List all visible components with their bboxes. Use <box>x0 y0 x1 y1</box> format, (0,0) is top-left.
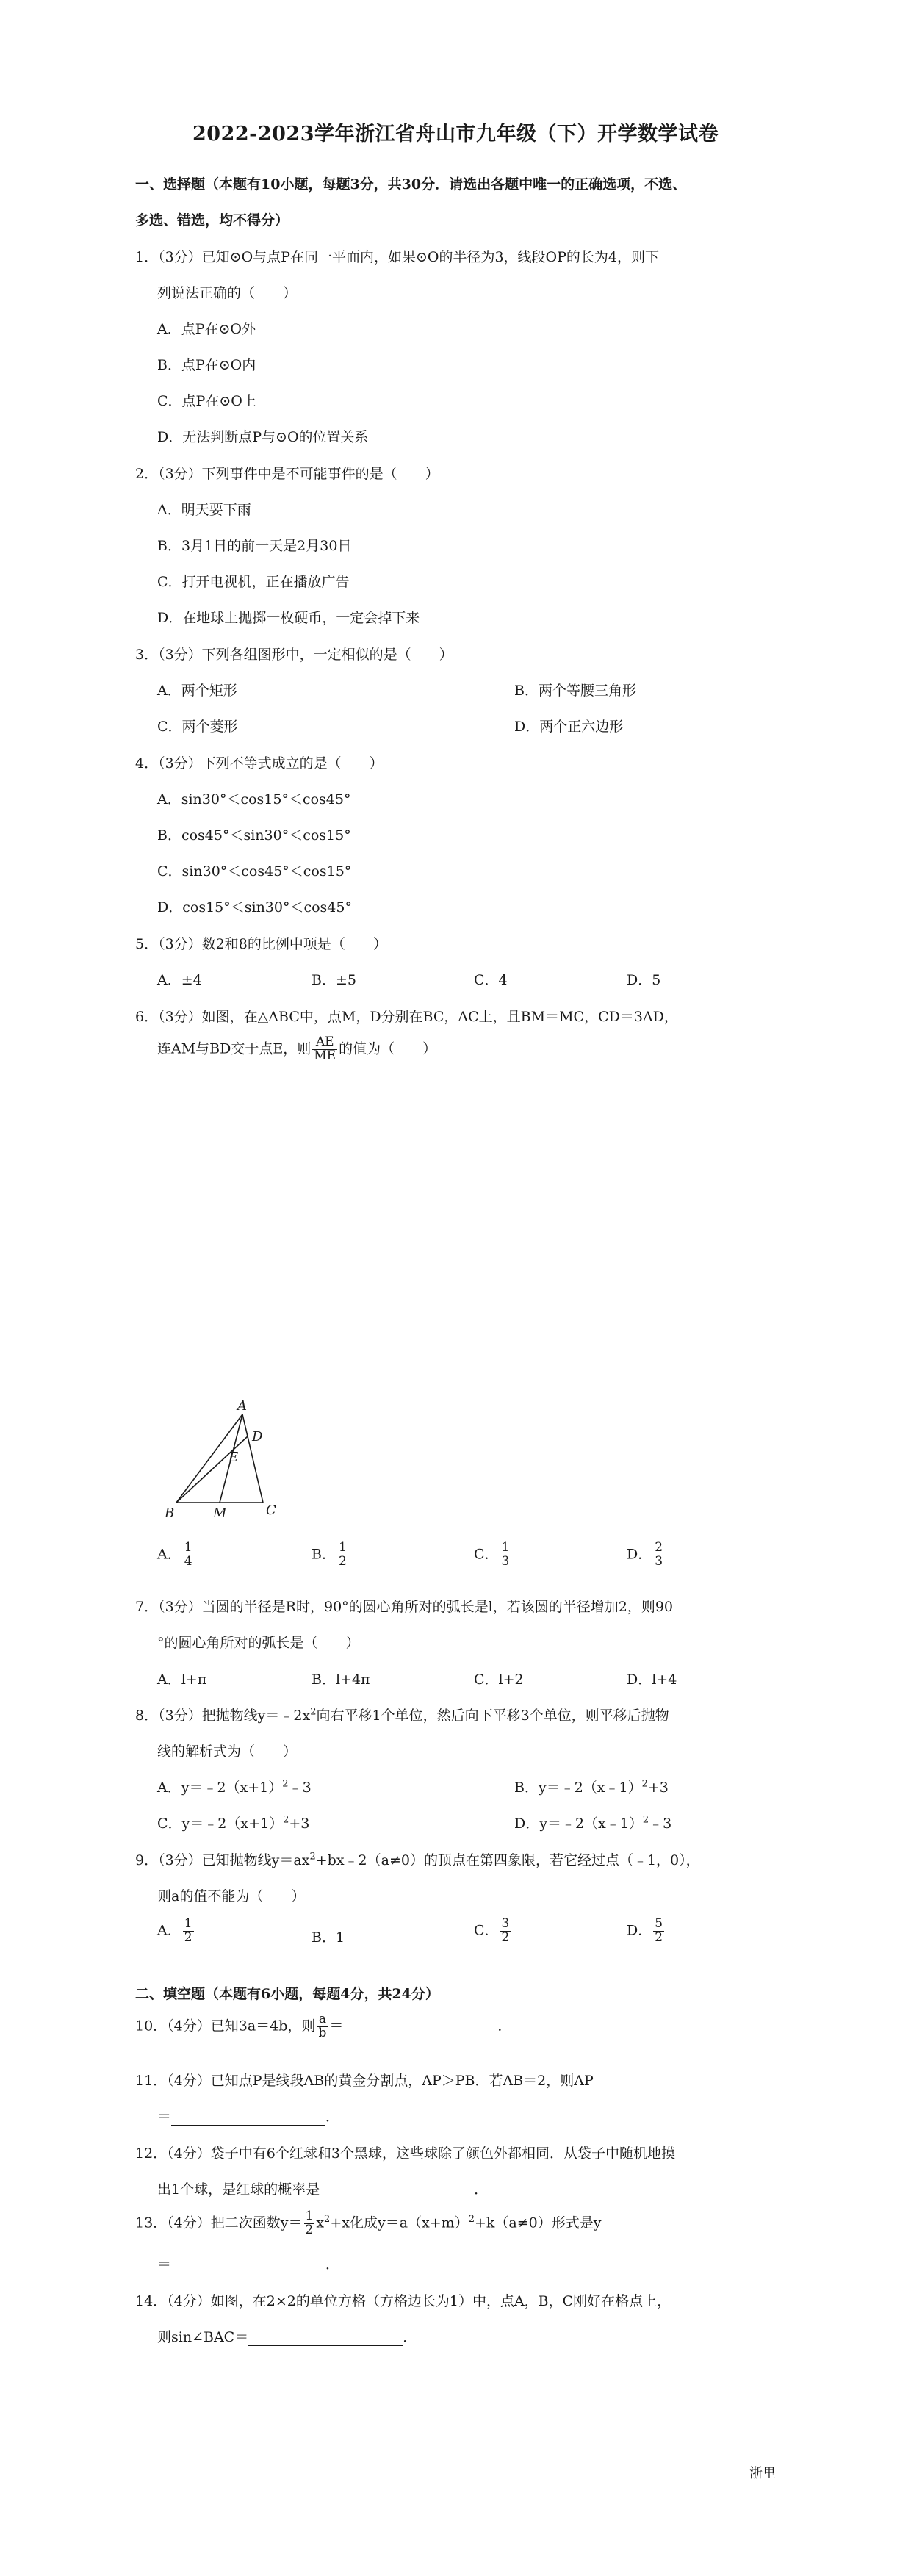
page-title: 2022-2023学年浙江省舟山市九年级（下）开学数学试卷 <box>192 123 719 145</box>
q6-option-d-num: 2 <box>655 1540 663 1555</box>
q2-option-b: B．3月1日的前一天是2月30日 <box>157 538 352 554</box>
q9-option-c-den: 2 <box>501 1929 510 1945</box>
side-ac <box>242 1414 263 1503</box>
q1-text: 1．（3分）已知⊙O与点P在同一平面内，如果⊙O的半径为3，线段OP的长为4，则下 <box>135 249 659 265</box>
q10-text <box>135 2013 511 2040</box>
q9-option-c-num: 3 <box>501 1916 510 1931</box>
q9-option-c-fraction <box>500 1918 511 1945</box>
q8-option-a-sup: 2 <box>282 1778 289 1790</box>
q3-option-d: D．两个正六边形 <box>514 719 624 735</box>
q9-text-cont: 则a的值不能为（ ） <box>157 1888 306 1904</box>
q13-fraction-numerator: 1 <box>305 2209 314 2223</box>
q4-option-a: A．sin30°＜cos15°＜cos45° <box>157 791 351 807</box>
q11-equals: ＝ <box>157 2109 172 2125</box>
q6-option-d-letter: D． <box>627 1546 652 1563</box>
q6-option-d-den: 3 <box>655 1553 663 1569</box>
q13-fraction <box>304 2210 315 2237</box>
q13-post: +x化成y＝a（x+m） <box>330 2215 469 2231</box>
q7-option-d: D．l+4 <box>627 1672 677 1688</box>
q6-text-cont-b: 的值为（ ） <box>339 1040 437 1057</box>
label-e: E <box>228 1450 239 1465</box>
label-m: M <box>213 1505 227 1521</box>
q6-option-b-num: 1 <box>338 1540 347 1555</box>
q13-end: ． <box>325 2256 340 2273</box>
q9-option-a-letter: A． <box>157 1922 181 1939</box>
q6-text-cont <box>157 1036 436 1063</box>
q14-end: ． <box>403 2329 417 2345</box>
q9-option-d <box>627 1918 666 1945</box>
q6-option-b-letter: B． <box>312 1546 336 1563</box>
q8-option-a-post: ﹣3 <box>288 1780 312 1796</box>
q9-option-a-num: 1 <box>184 1916 192 1931</box>
q4-option-c: C．sin30°＜cos45°＜cos15° <box>157 863 352 879</box>
q10-end: ． <box>497 2018 512 2034</box>
q6-option-d-fraction <box>653 1541 664 1569</box>
q10-post: ＝ <box>329 2018 344 2034</box>
q11-end: ． <box>325 2109 340 2125</box>
q9-option-a-fraction <box>183 1918 194 1945</box>
q14-text-cont <box>157 2326 417 2346</box>
q13-fraction-denominator: 2 <box>305 2222 314 2237</box>
q10-pre: 10．（4分）已知3a＝4b，则 <box>135 2018 316 2034</box>
q8-option-d-sup: 2 <box>642 1814 649 1826</box>
q9-text-b: +bx﹣2（a≠0）的顶点在第四象限，若它经过点（﹣1，0）， <box>315 1852 700 1868</box>
q12-answer-blank[interactable] <box>320 2181 474 2198</box>
q9-option-d-fraction <box>653 1918 664 1945</box>
q3-text: 3．（3分）下列各组图形中，一定相似的是（ ） <box>135 647 453 663</box>
q4-text: 4．（3分）下列不等式成立的是（ ） <box>135 755 384 771</box>
q4-option-d: D．cos15°＜sin30°＜cos45° <box>157 899 352 915</box>
section1-heading-cont: 多选、错选，均不得分） <box>135 212 289 229</box>
q6-option-c-num: 1 <box>501 1540 510 1555</box>
q9-option-b <box>312 1926 345 1946</box>
label-a: A <box>237 1400 247 1414</box>
q6-option-b <box>312 1541 350 1569</box>
q9-option-c <box>474 1918 512 1945</box>
q13-pre: 13．（4分）把二次函数y＝ <box>135 2215 303 2231</box>
q13-equals: ＝ <box>157 2256 172 2273</box>
q12-end: ． <box>474 2181 489 2198</box>
q3-option-b: B．两个等腰三角形 <box>514 683 636 699</box>
q6-option-a-letter: A． <box>157 1546 181 1563</box>
q6-text: 6．（3分）如图，在△ABC中，点M，D分别在BC，AC上，且BM＝MC，CD＝3AD， <box>135 1009 678 1025</box>
q2-option-c: C．打开电视机，正在播放广告 <box>157 574 350 590</box>
label-c: C <box>266 1503 276 1518</box>
q10-fraction-numerator: a <box>317 2013 328 2027</box>
page-footer: 浙里 <box>749 2466 776 2481</box>
q10-answer-blank[interactable] <box>343 2018 497 2034</box>
q13-sup: 2 <box>324 2214 331 2226</box>
q5-option-a: A．±4 <box>157 972 202 988</box>
q6-option-c-letter: C． <box>474 1546 499 1563</box>
q14-answer-blank[interactable] <box>248 2329 403 2346</box>
q9-text <box>135 1849 700 1869</box>
q3-option-a: A．两个矩形 <box>157 683 237 699</box>
section2-heading: 二、填空题（本题有6小题，每题4分，共24分） <box>135 1986 439 2002</box>
q6-option-c <box>474 1541 512 1569</box>
q13-post-sup: 2 <box>468 2214 475 2226</box>
q7-option-a: A．l+π <box>157 1672 207 1688</box>
q12-text-cont-a: 出1个球，是红球的概率是 <box>157 2181 320 2198</box>
q6-option-a <box>157 1541 195 1569</box>
q1-option-a: A．点P在⊙O外 <box>157 321 256 337</box>
q5-text: 5．（3分）数2和8的比例中项是（ ） <box>135 936 387 952</box>
q1-text-cont: 列说法正确的（ ） <box>157 285 298 301</box>
q8-text-cont: 线的解析式为（ ） <box>157 1744 298 1760</box>
q10-fraction-denominator: b <box>318 2025 327 2040</box>
q9-option-b-letter: B． <box>312 1929 336 1946</box>
q7-text-cont: °的圆心角所对的弧长是（ ） <box>157 1635 360 1651</box>
section1-heading: 一、选择题（本题有10小题，每题3分，共30分．请选出各题中唯一的正确选项，不选、 <box>135 176 687 193</box>
q10-fraction <box>317 2013 328 2040</box>
q5-option-d: D．5 <box>627 972 661 988</box>
q8-option-c-sup: 2 <box>283 1814 289 1826</box>
q11-text: 11．（4分）已知点P是线段AB的黄金分割点，AP＞PB．若AB＝2，则AP <box>135 2073 594 2089</box>
q13-text <box>135 2210 601 2237</box>
q7-option-b: B．l+4π <box>312 1672 370 1688</box>
segment-bd <box>176 1436 248 1503</box>
q8-option-a <box>157 1777 312 1796</box>
q14-text: 14．（4分）如图，在2×2的单位方格（方格边长为1）中，点A，B，C刚好在格点上， <box>135 2293 671 2309</box>
q5-option-c: C．4 <box>474 972 508 988</box>
q8-option-b-post: +3 <box>647 1780 669 1796</box>
q1-option-d: D．无法判断点P与⊙O的位置关系 <box>157 429 369 445</box>
q9-text-a: 9．（3分）已知抛物线y＝ax <box>135 1852 310 1868</box>
q4-option-b: B．cos45°＜sin30°＜cos15° <box>157 827 351 843</box>
q6-option-d <box>627 1541 666 1569</box>
q9-option-a-den: 2 <box>184 1929 192 1945</box>
q6-option-c-fraction <box>500 1541 511 1569</box>
q6-text-cont-a: 连AM与BD交于点E，则 <box>157 1040 312 1057</box>
q8-option-c <box>157 1813 309 1832</box>
q8-option-c-pre: C．y＝﹣2（x+1） <box>157 1816 284 1832</box>
q8-text-a: 8．（3分）把抛物线y＝﹣2x <box>135 1708 311 1724</box>
q6-triangle-figure <box>154 1400 316 1525</box>
q3-option-c: C．两个菱形 <box>157 719 238 735</box>
q13-post2: +k（a≠0）形式是y <box>474 2215 602 2231</box>
q9-option-c-letter: C． <box>474 1922 499 1939</box>
q8-option-a-pre: A．y＝﹣2（x+1） <box>157 1780 283 1796</box>
q9-text-sup: 2 <box>309 1851 316 1863</box>
q8-option-b-sup: 2 <box>641 1778 648 1790</box>
q8-text-sup: 2 <box>310 1706 317 1718</box>
q8-option-b <box>514 1777 669 1796</box>
q6-option-a-den: 4 <box>184 1553 192 1569</box>
q7-text: 7．（3分）当圆的半径是R时，90°的圆心角所对的弧长是l，若该圆的半径增加2，则90 <box>135 1599 674 1615</box>
q13-answer-blank[interactable] <box>171 2256 325 2273</box>
q13-mid: x <box>316 2215 325 2231</box>
label-b: B <box>165 1505 175 1521</box>
q6-option-b-fraction <box>337 1541 348 1569</box>
q6-option-a-fraction <box>183 1541 194 1569</box>
q8-text <box>135 1705 669 1724</box>
q7-option-c: C．l+2 <box>474 1672 524 1688</box>
q8-text-b: 向右平移1个单位，然后向下平移3个单位，则平移后抛物 <box>316 1708 669 1724</box>
q6-option-b-den: 2 <box>338 1553 347 1569</box>
q6-fraction-numerator: AE <box>312 1036 337 1050</box>
q6-fraction-denominator: ME <box>314 1048 336 1063</box>
q9-option-d-letter: D． <box>627 1922 652 1939</box>
q8-option-c-post: +3 <box>289 1816 310 1832</box>
q6-option-a-num: 1 <box>184 1540 192 1555</box>
q12-text: 12．（4分）袋子中有6个红球和3个黑球，这些球除了颜色外都相同．从袋子中随机地摸 <box>135 2145 675 2162</box>
q11-text-cont <box>157 2106 339 2126</box>
label-d: D <box>252 1429 263 1444</box>
q6-fraction <box>312 1036 337 1063</box>
q2-option-a: A．明天要下雨 <box>157 502 251 518</box>
q2-option-d: D．在地球上抛掷一枚硬币，一定会掉下来 <box>157 610 420 626</box>
q9-option-d-num: 5 <box>655 1916 663 1931</box>
q8-option-d-pre: D．y＝﹣2（x﹣1） <box>514 1816 643 1832</box>
q1-option-b: B．点P在⊙O内 <box>157 357 256 373</box>
q6-option-c-den: 3 <box>501 1553 510 1569</box>
q5-option-b: B．±5 <box>312 972 356 988</box>
q9-option-d-den: 2 <box>655 1929 663 1945</box>
q8-option-d-post: ﹣3 <box>649 1816 672 1832</box>
q9-option-b-value: 1 <box>335 1929 345 1946</box>
q9-option-a <box>157 1918 195 1945</box>
q2-text: 2．（3分）下列事件中是不可能事件的是（ ） <box>135 466 439 482</box>
q1-option-c: C．点P在⊙O上 <box>157 393 256 409</box>
q13-text-cont <box>157 2253 339 2273</box>
q11-answer-blank[interactable] <box>171 2109 325 2126</box>
q8-option-b-pre: B．y＝﹣2（x﹣1） <box>514 1780 642 1796</box>
q14-text-cont-a: 则sin∠BAC＝ <box>157 2329 249 2345</box>
q12-text-cont <box>157 2179 488 2198</box>
q8-option-d <box>514 1813 671 1832</box>
